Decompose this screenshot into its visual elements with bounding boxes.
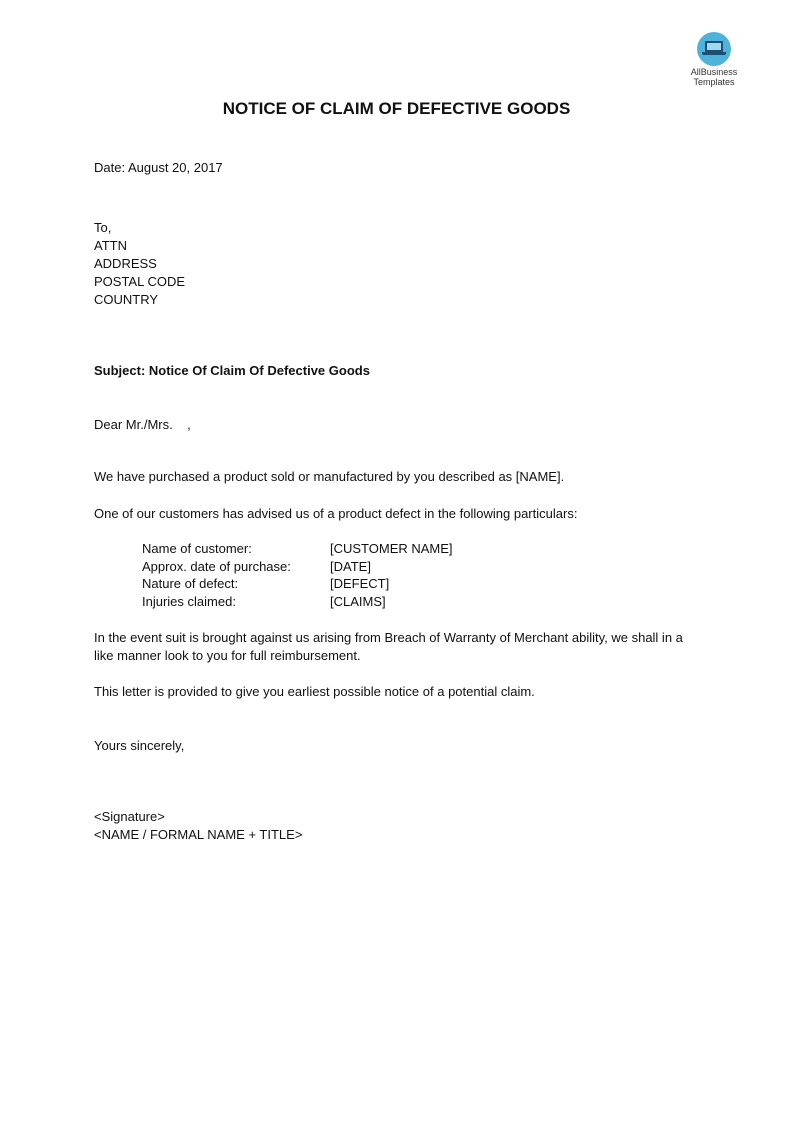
particular-label: Approx. date of purchase:: [142, 559, 291, 574]
recipient-line: COUNTRY: [94, 292, 159, 307]
allbusiness-templates-logo: [684, 32, 744, 90]
particular-label: Nature of defect:: [142, 576, 239, 591]
particular-value: [DEFECT]: [330, 576, 390, 591]
particular-value: [DATE]: [330, 559, 371, 574]
logo-text: [684, 67, 744, 87]
salutation: Dear Mr./Mrs. ,: [94, 417, 191, 432]
logo-line-2: Templates: [693, 77, 735, 87]
particular-value: [CUSTOMER NAME]: [330, 541, 453, 556]
particular-label: Name of customer:: [142, 541, 252, 556]
particular-value: [CLAIMS]: [330, 594, 386, 609]
recipient-line: POSTAL CODE: [94, 274, 186, 289]
paragraph-defect-intro: One of our customers has advised us of a product defect in the following particulars:: [94, 506, 578, 521]
paragraph-purchase: We have purchased a product sold or manufactured by you described as [NAME].: [94, 469, 565, 484]
paragraph-notice: This letter is provided to give you earliest possible notice of a potential claim.: [94, 684, 535, 699]
subject-line: Subject: Notice Of Claim Of Defective Goods: [94, 363, 370, 378]
recipient-line: ADDRESS: [94, 256, 157, 271]
laptop-logo-icon: [697, 32, 731, 66]
paragraph-warranty: In the event suit is brought against us arising from Breach of Warranty of Merchant ability, we shall in a like manner look to you for full reimbursement.: [94, 630, 683, 663]
particular-label: Injuries claimed:: [142, 594, 236, 609]
signature-placeholder: <Signature>: [94, 809, 165, 824]
recipient-line: To,: [94, 220, 112, 235]
logo-line-1: AllBusiness: [690, 67, 738, 77]
recipient-line: ATTN: [94, 238, 127, 253]
signer-name-placeholder: <NAME / FORMAL NAME + TITLE>: [94, 827, 303, 842]
letter-date: Date: August 20, 2017: [94, 160, 223, 175]
document-title: NOTICE OF CLAIM OF DEFECTIVE GOODS: [222, 99, 571, 118]
closing: Yours sincerely,: [94, 738, 185, 753]
